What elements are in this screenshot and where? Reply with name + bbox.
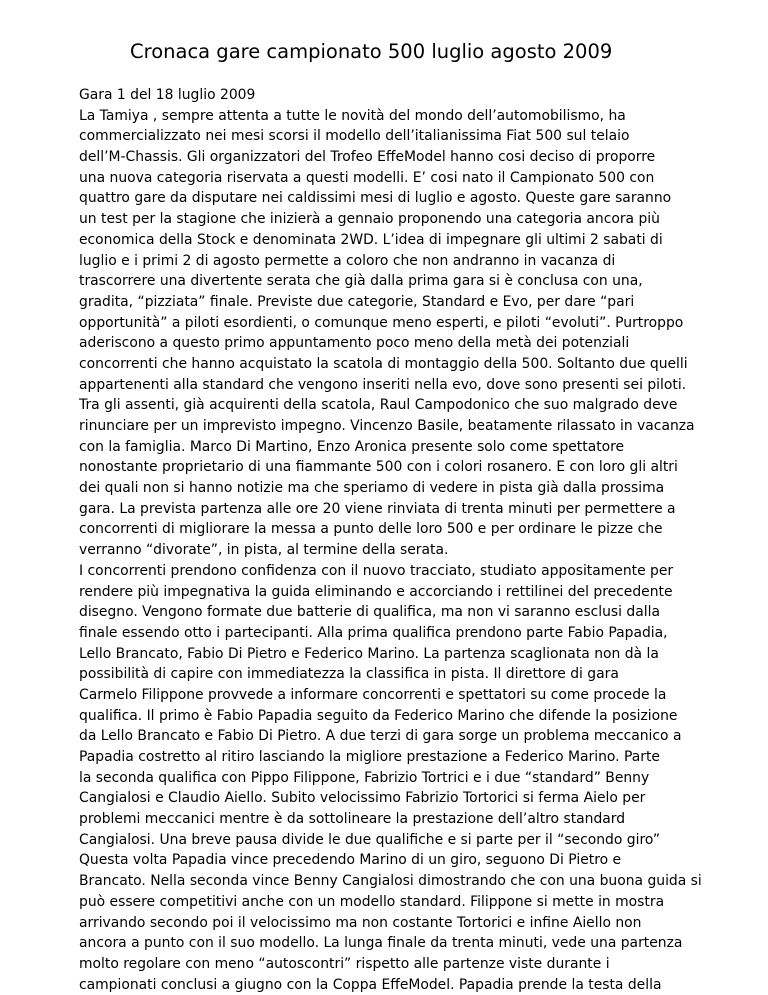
text-line: luglio e i primi 2 di agosto permette a coloro che non andranno in vacanza di <box>79 252 616 269</box>
text-line: con la famiglia. Marco Di Martino, Enzo Aronica presente solo come spettatore <box>79 438 625 455</box>
text-line: da Lello Brancato e Fabio Di Pietro. A due terzi di gara sorge un problema meccanico a <box>79 728 682 745</box>
text-line: la seconda qualifica con Pippo Filippone, Fabrizio Tortrici e i due “standard” Benny <box>79 769 650 786</box>
text-line: Carmelo Filippone provvede a informare concorrenti e spettatori su come procede la <box>79 686 667 703</box>
text-line: gara. La prevista partenza alle ore 20 viene rinviata di trenta minuti per permettere a <box>79 500 676 517</box>
text-line: ancora a punto con il suo modello. La lunga finale da trenta minuti, vede una partenza <box>79 935 683 952</box>
text-line: Cangialosi. Una breve pausa divide le due qualifiche e si parte per il “secondo giro” <box>79 831 661 848</box>
text-line: può essere competitivi anche con un modello standard. Filippone si mette in mostra <box>79 893 665 910</box>
text-line: qualifica. Il primo è Fabio Papadia seguito da Federico Marino che difende la posizione <box>79 707 678 724</box>
text-line: concorrenti che hanno acquistato la scatola di montaggio della 500. Soltanto due quelli <box>79 355 688 372</box>
text-line: quattro gare da disputare nei caldissimi mesi di luglio e agosto. Queste gare saranno <box>79 190 672 207</box>
text-line: dei quali non si hanno notizie ma che speriamo di vedere in pista già dalla prossima <box>79 480 665 497</box>
text-line: disegno. Vengono formate due batterie di qualifica, ma non vi saranno esclusi dalla <box>79 604 660 621</box>
text-line: molto regolare con meno “autoscontri” rispetto alle partenze viste durante i <box>79 955 610 972</box>
text-line: commercializzato nei mesi scorsi il modello dell’italianissima Fiat 500 sul telaio <box>79 128 630 145</box>
text-line: opportunità” a piloti esordienti, o comunque meno esperti, e piloti “evoluti”. Purtroppo <box>79 314 684 331</box>
text-line: concorrenti di migliorare la messa a punto delle loro 500 e per ordinare le pizze che <box>79 521 663 538</box>
text-line: Gara 1 del 18 luglio 2009 <box>79 87 256 103</box>
text-line: appartenenti alla standard che vengono inseriti nella evo, dove sono presenti sei piloti. <box>79 376 687 393</box>
text-line: nonostante proprietario di una fiammante 500 con i colori rosanero. E con loro gli altri <box>79 459 678 476</box>
text-line: finale essendo otto i partecipanti. Alla prima qualifica prendono parte Fabio Papadia, <box>79 624 668 641</box>
text-line: rendere più impegnativa la guida eliminando e accorciando i rettilinei del precedente <box>79 583 673 600</box>
text-line: possibilità di capire con immediatezza la classifica in pista. Il direttore di gara <box>79 666 619 683</box>
text-line: Cangialosi e Claudio Aiello. Subito velocissimo Fabrizio Tortorici si ferma Aielo per <box>79 790 646 807</box>
text-line: Brancato. Nella seconda vince Benny Cangialosi dimostrando che con una buona guida si <box>79 873 702 890</box>
text-line: Questa volta Papadia vince precedendo Marino di un giro, seguono Di Pietro e <box>79 852 622 869</box>
text-line: Papadia costretto al ritiro lasciando la migliore prestazione a Federico Marino. Parte <box>79 749 660 765</box>
text-line: verranno “divorate”, in pista, al termine della serata. <box>79 542 449 559</box>
text-line: problemi meccanici mentre è da sottolineare la prestazione dell’altro standard <box>79 811 626 828</box>
text-line: economica della Stock e denominata 2WD. L’idea di impegnare gli ultimi 2 sabati di <box>79 231 663 248</box>
text-line: arrivando secondo poi il velocissimo ma non costante Tortorici e infine Aiello non <box>79 914 642 931</box>
text-line: I concorrenti prendono confidenza con il nuovo tracciato, studiato appositamente per <box>79 562 674 579</box>
text-line: dell’M-Chassis. Gli organizzatori del Trofeo EffeModel hanno cosi deciso di proporre <box>79 149 656 166</box>
text-line: Lello Brancato, Fabio Di Pietro e Federico Marino. La partenza scaglionata non dà la <box>79 645 659 662</box>
document-body <box>79 85 709 995</box>
text-line: rinunciare per un imprevisto impegno. Vincenzo Basile, beatamente rilassato in vacanza <box>79 418 695 434</box>
text-line: Tra gli assenti, già acquirenti della scatola, Raul Campodonico che suo malgrado deve <box>79 397 678 414</box>
text-line: trascorrere una divertente serata che già dalla prima gara si è conclusa con una, <box>79 273 643 290</box>
text-line: La Tamiya , sempre attenta a tutte le novità del mondo dell’automobilismo, ha <box>79 107 626 124</box>
document-title: Cronaca gare campionato 500 luglio agosto 2009 <box>130 40 613 63</box>
text-line: campionati conclusi a giugno con la Coppa EffeModel. Papadia prende la testa della <box>79 976 662 993</box>
text-line: una nuova categoria riservata a questi modelli. E’ cosi nato il Campionato 500 con <box>79 169 655 186</box>
text-line: un test per la stagione che inizierà a gennaio proponendo una categoria ancora più <box>79 211 660 228</box>
text-line: aderiscono a questo primo appuntamento poco meno della metà dei potenziali <box>79 335 630 352</box>
text-line: gradita, “pizziata” finale. Previste due categorie, Standard e Evo, per dare “pari <box>79 293 635 310</box>
